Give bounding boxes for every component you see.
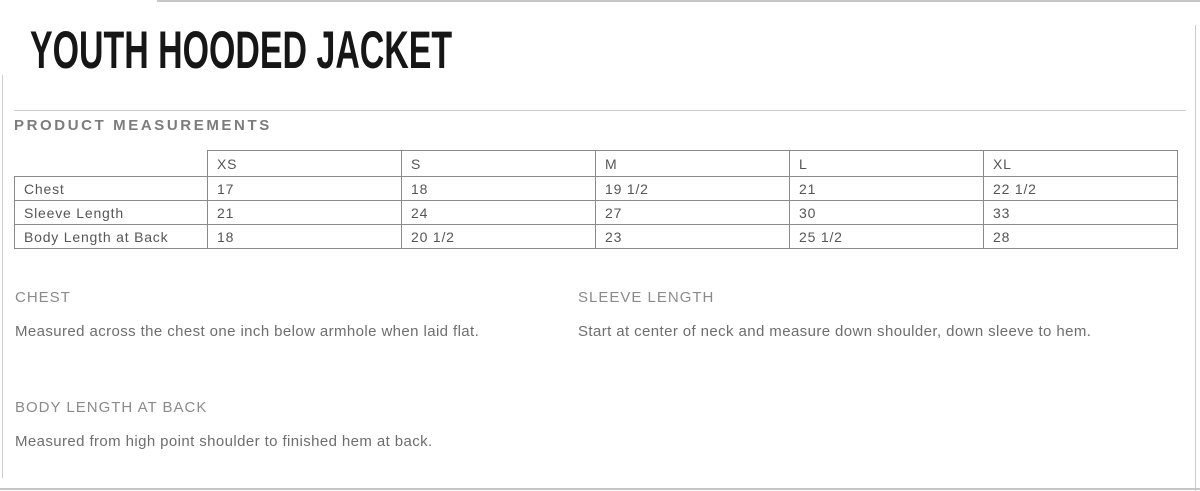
table-row-sleeve-length	[15, 201, 1178, 225]
left-border-line	[2, 75, 3, 478]
measurement-value-cell: 28	[984, 225, 1178, 249]
product-title: YOUTH HOODED JACKET	[30, 21, 453, 80]
measurement-value-cell: 21	[790, 177, 984, 201]
size-header-row	[15, 151, 1178, 177]
size-column-header-l: L	[790, 151, 984, 177]
measurement-value-cell: 30	[790, 201, 984, 225]
measurement-value-cell: 17	[208, 177, 402, 201]
header-divider	[14, 110, 1186, 111]
definition-body-length-at-back	[15, 399, 615, 457]
bottom-border-line	[0, 488, 1200, 490]
table-row-chest	[15, 177, 1178, 201]
product-measurements-heading: PRODUCT MEASUREMENTS	[14, 117, 272, 134]
measurement-value-cell: 19 1/2	[596, 177, 790, 201]
size-column-header-m: M	[596, 151, 790, 177]
definition-chest	[15, 289, 555, 347]
measurement-value-cell: 21	[208, 201, 402, 225]
measurement-row-label: Chest	[15, 177, 208, 201]
measurement-value-cell: 18	[402, 177, 596, 201]
size-column-header-xl: XL	[984, 151, 1178, 177]
definition-description: Measured across the chest one inch below armhole when laid flat.	[15, 323, 480, 340]
measurement-value-cell: 20 1/2	[402, 225, 596, 249]
size-chart-table	[14, 150, 1178, 249]
blank-corner-cell	[15, 151, 208, 177]
size-column-header-s: S	[402, 151, 596, 177]
measurement-value-cell: 18	[208, 225, 402, 249]
top-border-line	[157, 0, 1200, 2]
measurement-row-label: Sleeve Length	[15, 201, 208, 225]
definition-term: BODY LENGTH AT BACK	[15, 399, 208, 416]
definition-term: SLEEVE LENGTH	[578, 289, 715, 306]
measurement-value-cell: 23	[596, 225, 790, 249]
size-column-header-xs: XS	[208, 151, 402, 177]
definition-description: Measured from high point shoulder to finished hem at back.	[15, 433, 433, 450]
definition-description: Start at center of neck and measure down shoulder, down sleeve to hem.	[578, 323, 1092, 340]
definition-sleeve-length	[578, 289, 1118, 347]
measurement-value-cell: 25 1/2	[790, 225, 984, 249]
measurement-value-cell: 24	[402, 201, 596, 225]
definition-term: CHEST	[15, 289, 71, 306]
measurement-value-cell: 33	[984, 201, 1178, 225]
right-border-line	[1195, 25, 1196, 491]
measurement-row-label: Body Length at Back	[15, 225, 208, 249]
table-row-body-length-at-back	[15, 225, 1178, 249]
measurement-value-cell: 27	[596, 201, 790, 225]
measurement-value-cell: 22 1/2	[984, 177, 1178, 201]
